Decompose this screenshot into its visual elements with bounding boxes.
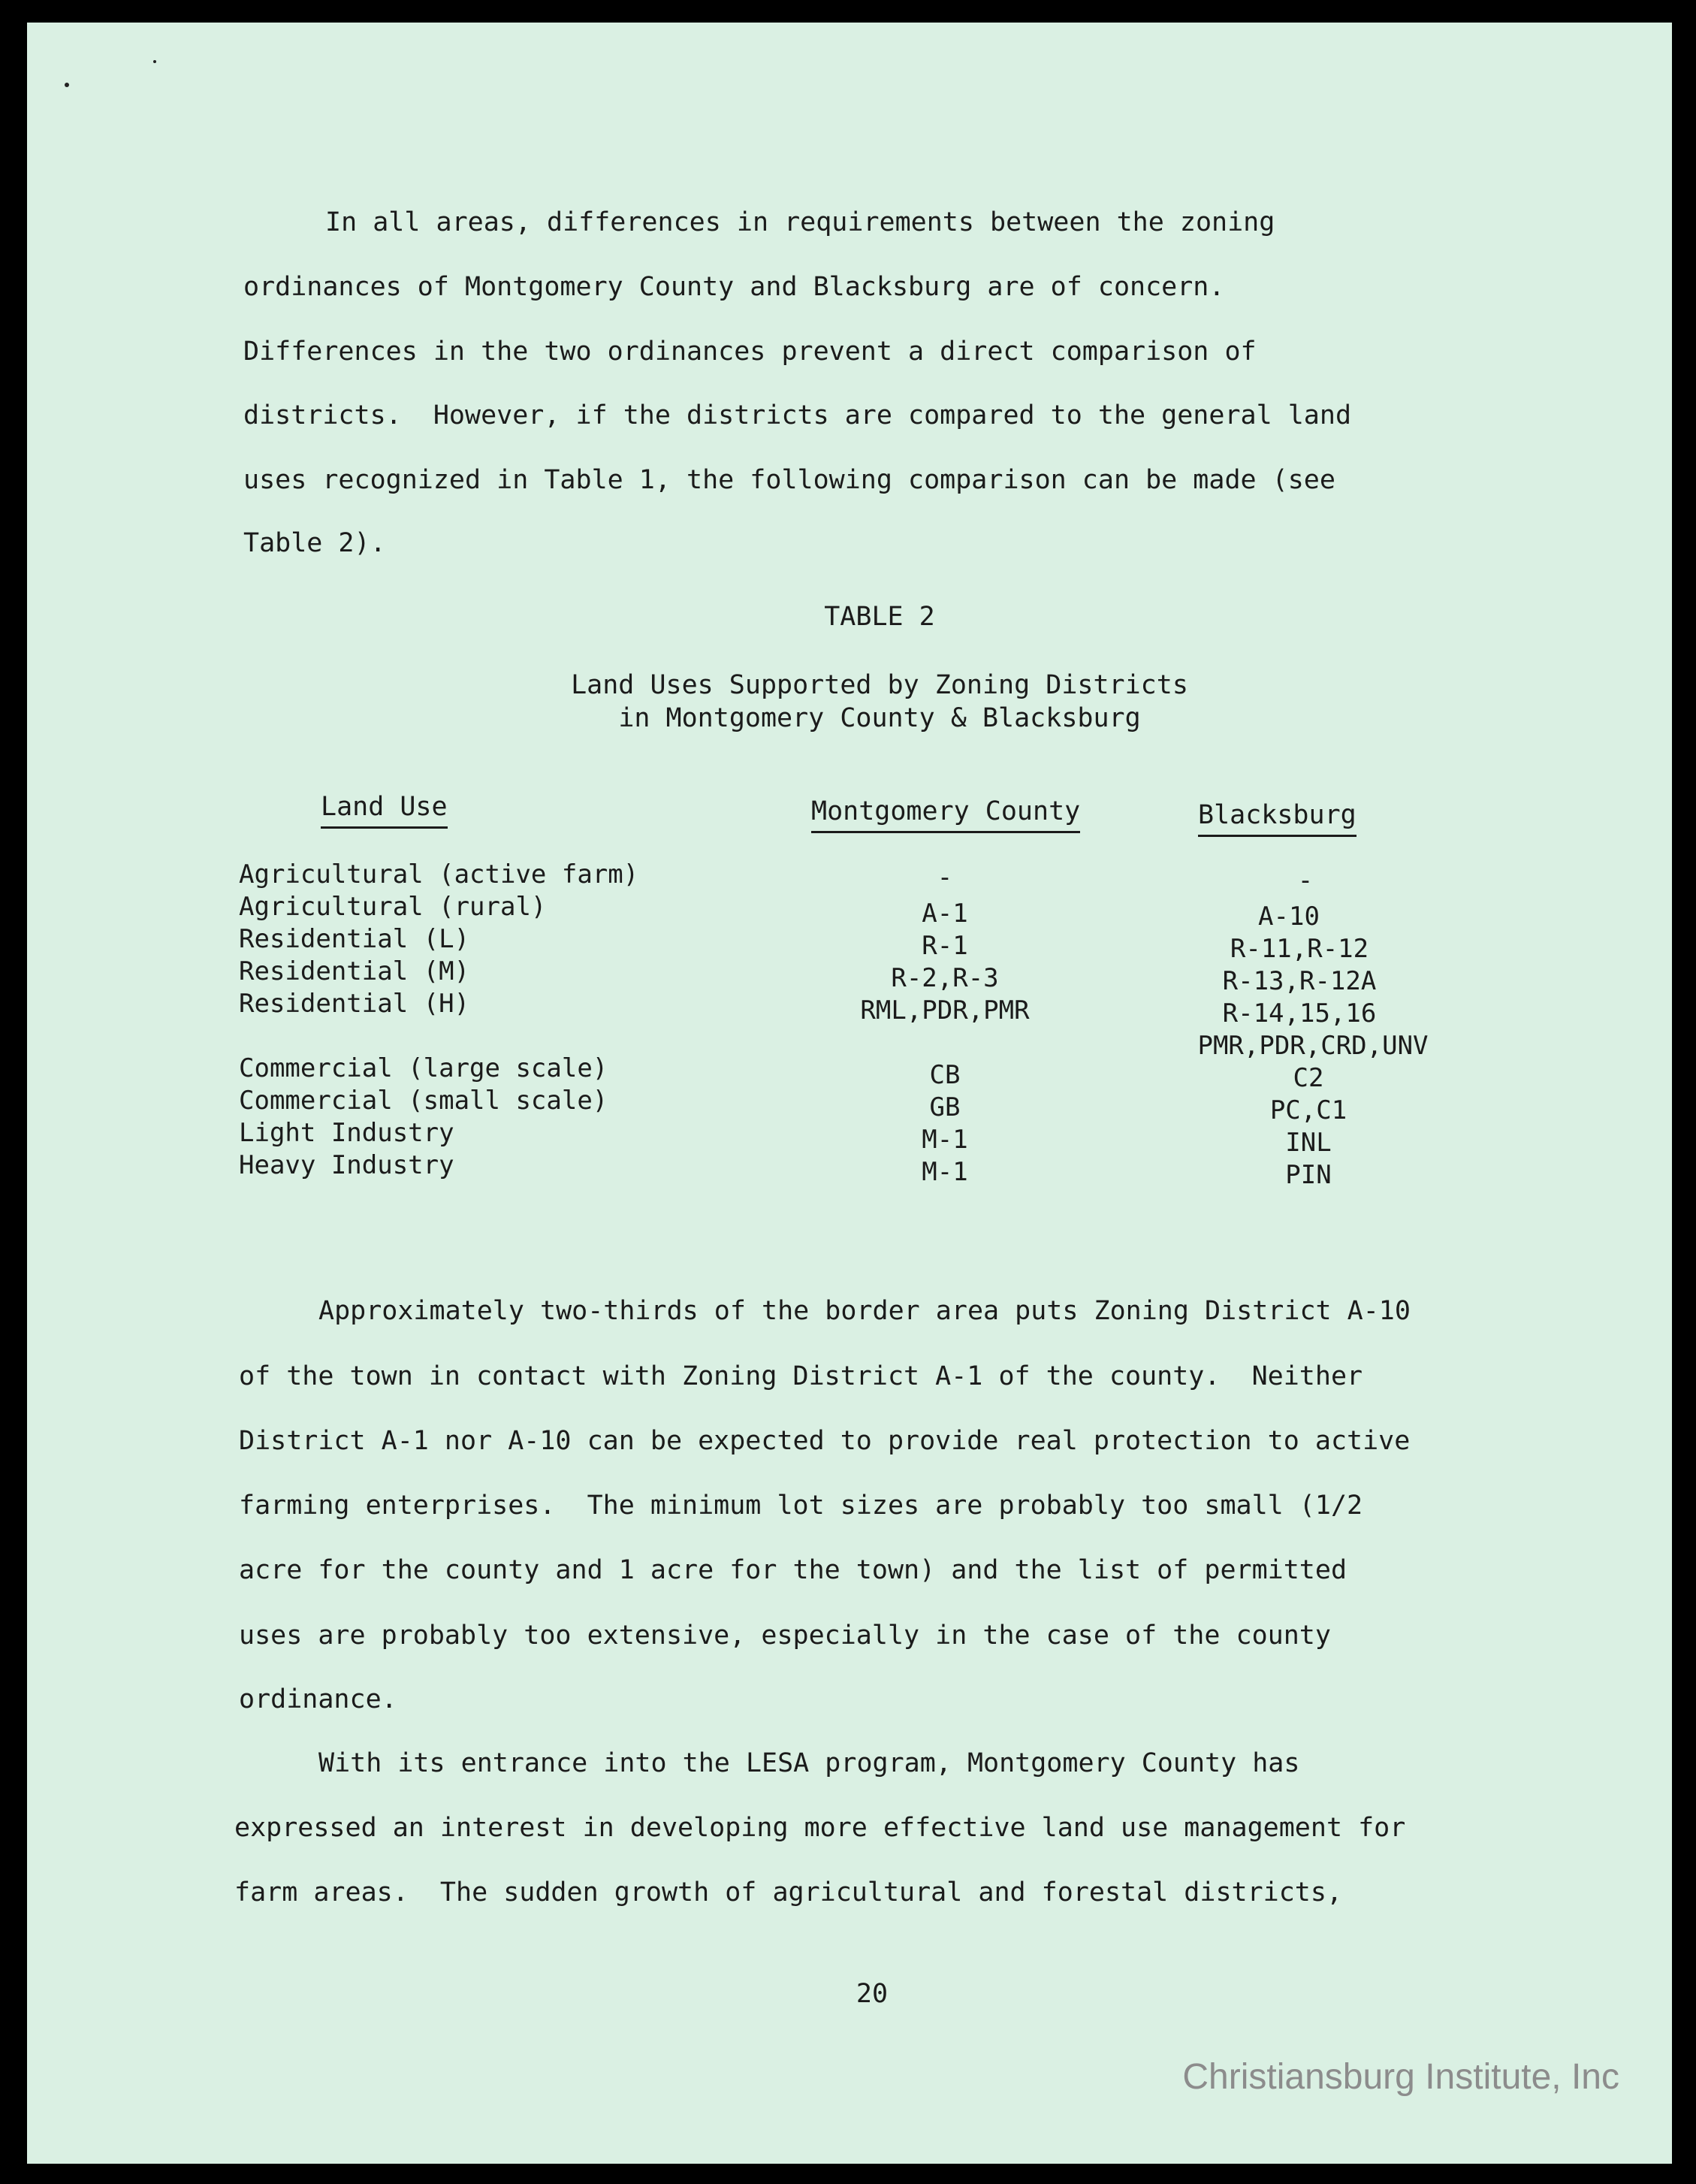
paragraph-line: ordinance.: [239, 1684, 397, 1714]
table-cell-land-use: Residential (M): [239, 956, 470, 986]
table-cell-land-use: Heavy Industry: [239, 1150, 454, 1180]
table-cell-town: C2: [1293, 1063, 1324, 1093]
scan-speck: [65, 83, 69, 87]
header-montgomery-county: Montgomery County: [811, 796, 1080, 833]
paragraph-line: farm areas. The sudden growth of agricultural and forestal districts,: [234, 1877, 1343, 1908]
table-cell-land-use: Commercial (small scale): [239, 1086, 608, 1116]
table-cell-town: PMR,PDR,CRD,UNV: [1197, 1031, 1429, 1061]
header-land-use: Land Use: [321, 792, 448, 829]
table-cell-county: A-1: [922, 899, 968, 929]
paragraph-line: ordinances of Montgomery County and Blacksburg are of concern.: [243, 272, 1225, 302]
paragraph-line: acre for the county and 1 acre for the town) and the list of permitted: [239, 1555, 1347, 1585]
table-cell-county: CB: [929, 1060, 961, 1090]
scan-speck: [153, 60, 156, 63]
table-cell-town: PIN: [1285, 1160, 1332, 1190]
paragraph-line: Table 2).: [243, 528, 386, 558]
table-cell-county: -: [937, 862, 953, 893]
paragraph-line: District A-1 nor A-10 can be expected to provide real protection to active: [239, 1426, 1411, 1456]
watermark-text: Christiansburg Institute, Inc: [1182, 2057, 1619, 2097]
table-cell-town: R-14,15,16: [1222, 998, 1377, 1029]
table-cell-town: A-10: [1258, 902, 1320, 932]
paragraph-line: uses recognized in Table 1, the following comparison can be made (see: [243, 465, 1335, 495]
table-cell-county: GB: [929, 1092, 961, 1122]
paragraph-line: of the town in contact with Zoning District A-1 of the county. Neither: [239, 1361, 1363, 1391]
table-cell-land-use: Residential (H): [239, 989, 470, 1019]
paragraph-line: districts. However, if the districts are compared to the general land: [243, 400, 1352, 430]
table-cell-land-use: Commercial (large scale): [239, 1053, 608, 1083]
table-cell-county: RML,PDR,PMR: [860, 995, 1030, 1026]
header-blacksburg: Blacksburg: [1198, 800, 1356, 837]
document-page: [27, 23, 1672, 2164]
paragraph-line: Differences in the two ordinances prevent a direct comparison of: [243, 337, 1257, 367]
paragraph-line: farming enterprises. The minimum lot sizes are probably too small (1/2: [239, 1491, 1363, 1521]
paragraph-line: uses are probably too extensive, especially in the case of the county: [239, 1621, 1331, 1651]
table-cell-town: PC,C1: [1269, 1095, 1347, 1125]
table-cell-county: M-1: [922, 1157, 968, 1187]
table-cell-land-use: Residential (L): [239, 924, 470, 954]
table-cell-land-use: Agricultural (active farm): [239, 859, 639, 890]
table-cell-county: M-1: [922, 1125, 968, 1155]
table-cell-town: R-13,R-12A: [1222, 966, 1377, 996]
table-cell-town: R-11,R-12: [1230, 934, 1369, 964]
paragraph-line: expressed an interest in developing more effective land use management for: [234, 1813, 1406, 1843]
table-title-line: Land Uses Supported by Zoning Districts: [571, 670, 1188, 700]
page-number: 20: [856, 1979, 889, 2009]
table-cell-county: R-2,R-3: [891, 963, 999, 993]
paragraph-line: Approximately two-thirds of the border area puts Zoning District A-10: [318, 1296, 1411, 1326]
table-title-line: in Montgomery County & Blacksburg: [618, 703, 1141, 733]
paragraph-line: In all areas, differences in requirements between the zoning: [325, 207, 1275, 237]
table-cell-county: R-1: [922, 931, 968, 961]
table-cell-land-use: Light Industry: [239, 1118, 454, 1148]
table-label: TABLE 2: [824, 602, 935, 632]
table-cell-town: INL: [1285, 1128, 1332, 1158]
table-cell-land-use: Agricultural (rural): [239, 892, 547, 922]
paragraph-line: With its entrance into the LESA program, Montgomery County has: [318, 1748, 1300, 1778]
table-cell-town: -: [1297, 865, 1314, 896]
